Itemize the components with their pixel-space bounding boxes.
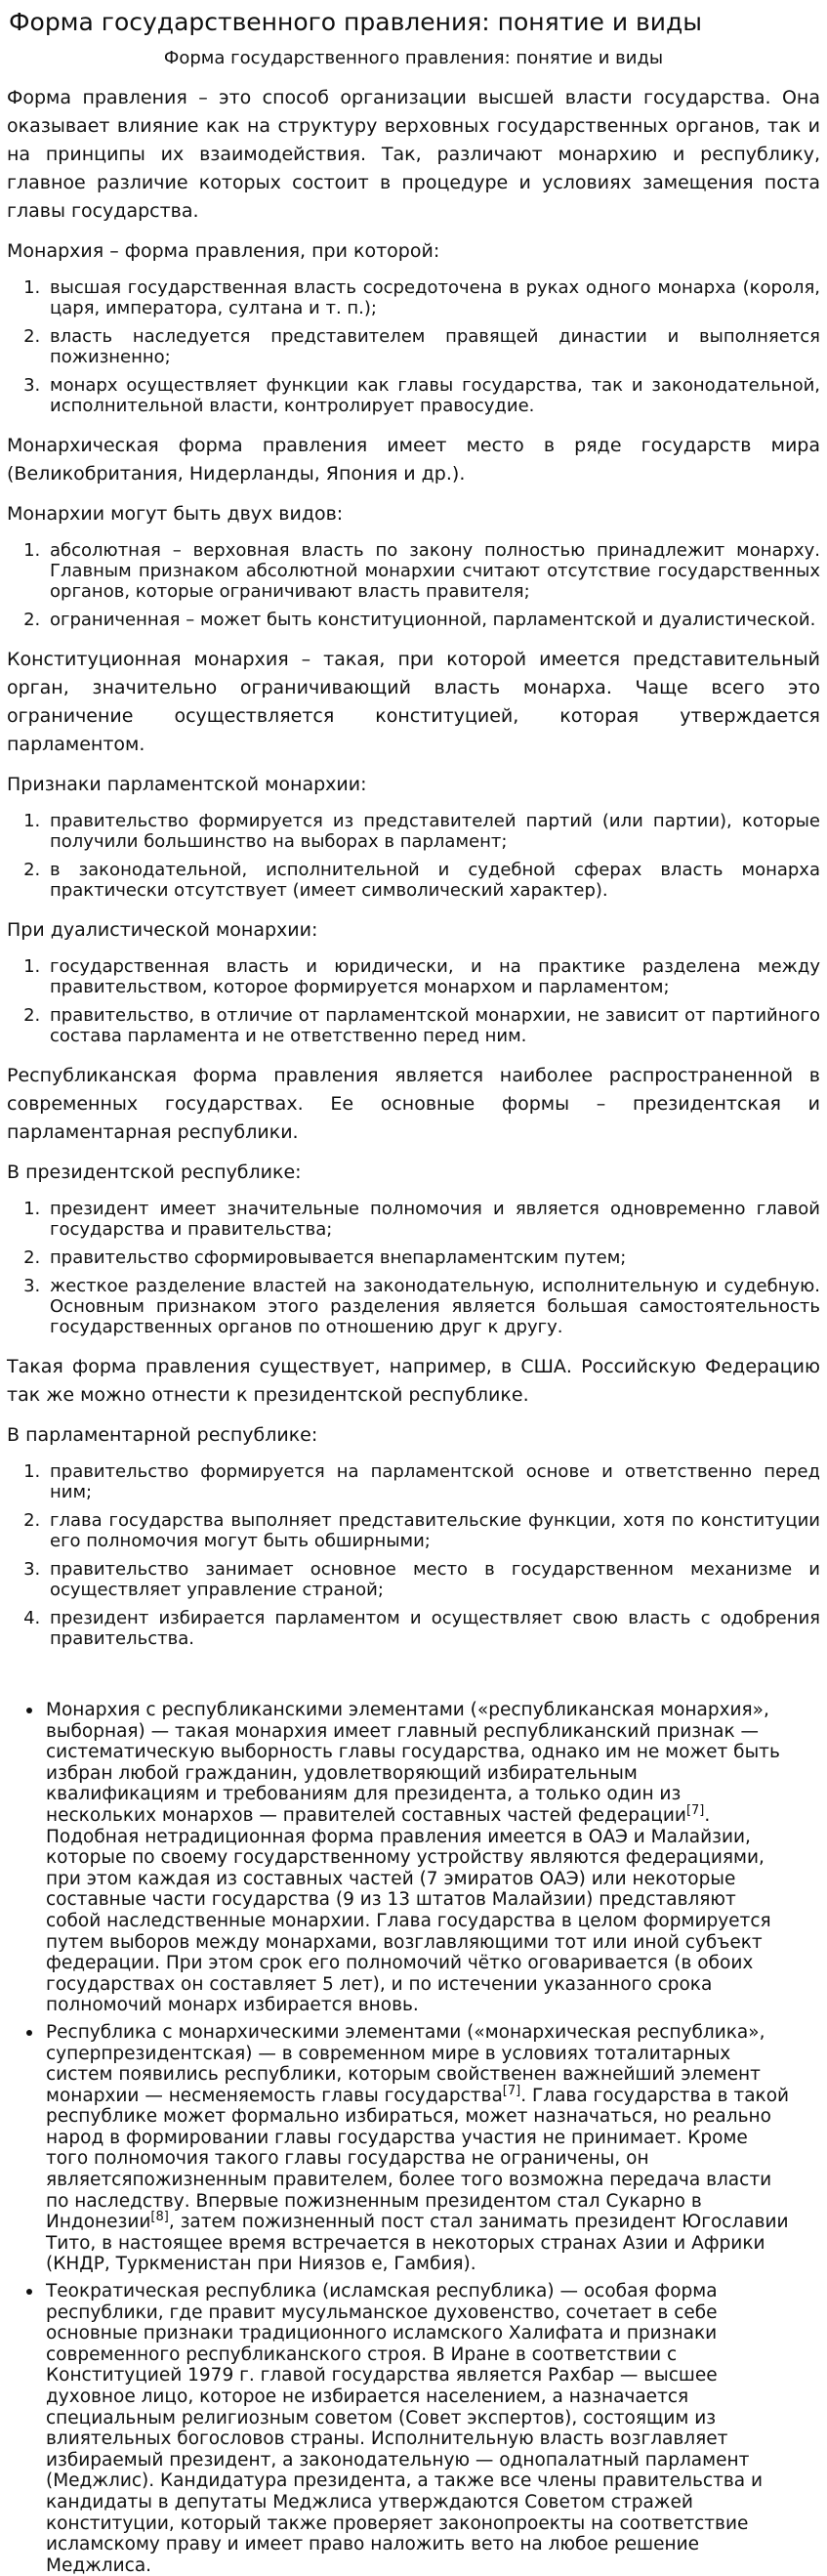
list-item	[46, 2281, 820, 2576]
intro-paragraph: Форма правления – это способ организации высшей власти государства. Она оказывает влияние как на структуру верховных государственных органов, так и на принципы их взаимодействия. Так, различают монархию и республику, главное различие которых состоит в процедуре и условиях замещения поста главы государства.	[7, 87, 820, 222]
mixed-form-text: . Подобная нетрадиционная форма правления имеется в ОАЭ и Малайзии, которые по своему государственному устройству являются федерациями, при этом каждая из составных частей (7 эмиратов ОАЭ) или некоторые составные части государства (9 из 13 штатов Малайзии) представляют собой наследственные монархии. Глава государства в целом формируется путем выборов между монархами, возглавляющими тот или иной субъект федерации. При этом срок его полномочий чётко оговаривается (в обоих государствах он составляет 5 лет), и по истечении указанного срока полномочий монарх избирается вновь.	[46, 1804, 771, 2016]
reference-link[interactable]: [7]	[685, 1802, 705, 1818]
list-item: 2. глава государства выполняет представительские функции, хотя по конституции его полномочия могут быть обширными;	[46, 1510, 820, 1551]
parliamentary-monarchy-list	[7, 811, 820, 901]
page-title: Форма государственного правления: понятие и виды	[9, 8, 703, 36]
list-item: 1. высшая государственная власть сосредоточена в руках одного монарха (короля, царя, императора, султана и т. п.);	[46, 277, 820, 318]
dualistic-list	[7, 956, 820, 1046]
list-item: 3. монарх осуществляет функции как главы государства, так и законодательной, исполнительной власти, контролирует правосудие.	[46, 375, 820, 416]
list-item	[46, 1700, 820, 2016]
list-item: 2. ограниченная – может быть конституционной, парламентской и дуалистической.	[46, 610, 820, 630]
list-item: 3. жесткое разделение властей на законодательную, исполнительную и судебную. Основным признаком этого разделения является большая самостоятельность государственных органов по отношению друг к другу.	[46, 1276, 820, 1337]
list-item: 2. власть наследуется представителем правящей династии и выполняется пожизненно;	[46, 326, 820, 367]
presidential-example-paragraph: Такая форма правления существует, например, в США. Российскую Федерацию так же можно отнести к президентской республике.	[7, 1356, 820, 1406]
list-item: 2. в законодательной, исполнительной и судебной сферах власть монарха практически отсутствует (имеет символический характер).	[46, 860, 820, 901]
mixed-form-text: Монархия с республиканскими элементами («республиканская монархия», выборная) — такая монархия имеет главный республиканский признак — систематическую выборность главы государства, однако им не может быть избран любой гражданин, удовлетворяющий избирательным квалификациям и требованиям для президента, а только один из нескольких монархов — правителей составных частей федерации	[46, 1700, 780, 1826]
presidential-label: В президентской республике:	[7, 1161, 302, 1183]
parliamentary-republic-label: В парламентарной республике:	[7, 1424, 318, 1446]
list-item	[46, 2022, 820, 2275]
monarchy-place-paragraph: Монархическая форма правления имеет место в ряде государств мира (Великобритания, Нидерланды, Япония и др.).	[7, 435, 820, 485]
mixed-form-text: . Глава государства в такой республике может формально избираться, может назначаться, но реально народ в формировании главы государства участия не принимает. Кроме того полномочия такого главы государства не ограничены, он являетсяпожизненным правителем, более того возможна передача власти по наследству. Впервые пожизненным президентом стал Сукарно в Индонезии	[46, 2085, 790, 2233]
monarchy-types-list	[7, 540, 820, 630]
mixed-form-text: Теократическая республика (исламская республика) — особая форма республики, где правит мусульманское духовенство, сочетает в себе основные признаки традиционного исламского Халифата и признаки современного республиканского строя. В Иране в соответствии с Конституцией 1979 г. главой государства является Рахбар — высшее духовное лицо, которое не избирается населением, а назначается специальным религиозным советом (Совет экспертов), состоящим из влиятельных богословов страны. Исполнительную власть возглавляет избираемый президент, а законодательную — однопалатный парламент (Меджлис). Кандидатура президента, а также все члены правительства и кандидаты в депутаты Меджлиса утверждаются Советом стражей конституции, который также проверяет законопроекты на соответствие исламскому праву и имеет право наложить вето на любое решение Меджлиса.	[46, 2281, 764, 2576]
list-item: 1. президент имеет значительные полномочия и является одновременно главой государства и правительства;	[46, 1199, 820, 1240]
list-item: 2. правительство сформировывается внепарламентским путем;	[46, 1247, 820, 1268]
dualistic-label: При дуалистической монархии:	[7, 919, 318, 941]
list-item: 3. правительство занимает основное место в государственном механизме и осуществляет управление страной;	[46, 1559, 820, 1600]
parliamentary-republic-list	[7, 1461, 820, 1649]
mixed-forms-list	[7, 1700, 820, 2576]
presidential-list	[7, 1199, 820, 1337]
monarchy-types-label: Монархии могут быть двух видов:	[7, 503, 344, 525]
republic-intro-paragraph: Республиканская форма правления является наиболее распространенной в современных государствах. Ее основные формы – президентская и парламентарная республики.	[7, 1065, 820, 1143]
parliamentary-monarchy-label: Признаки парламентской монархии:	[7, 774, 367, 795]
list-item: 1. абсолютная – верховная власть по закону полностью принадлежит монарху. Главным признаком абсолютной монархии считают отсутствие государственных органов, которые ограничивают власть правителя;	[46, 540, 820, 602]
constitutional-paragraph: Конституционная монархия – такая, при которой имеется представительный орган, значительно ограничивающий власть монарха. Чаще всего это ограничение осуществляется конституцией, которая утверждается парламентом.	[7, 649, 820, 755]
monarchy-label: Монархия – форма правления, при которой:	[7, 240, 440, 262]
reference-link[interactable]: [8]	[150, 2210, 169, 2225]
list-item: 1. правительство формируется из представителей партий (или партии), которые получили большинство на выборах в парламент;	[46, 811, 820, 852]
list-item: 2. правительство, в отличие от парламентской монархии, не зависит от партийного состава парламента и не ответственно перед ним.	[46, 1005, 820, 1046]
reference-link[interactable]: [7]	[502, 2083, 521, 2098]
list-item: 4. президент избирается парламентом и осуществляет свою власть с одобрения правительства.	[46, 1608, 820, 1649]
mixed-form-text: Республика с монархическими элементами («монархическая республика», суперпрезидентская) — в современном мире в условиях тоталитарных систем появились республики, которым свойственен важнейший элемент монархии — несменяемость главы государства	[46, 2021, 765, 2106]
list-item: 1. государственная власть и юридически, и на практике разделена между правительством, которое формируется монархом и парламентом;	[46, 956, 820, 997]
monarchy-list	[7, 277, 820, 416]
list-item: 1. правительство формируется на парламентской основе и ответственно перед ним;	[46, 1461, 820, 1502]
page-subtitle: Форма государственного правления: понятие и виды	[163, 48, 664, 68]
mixed-form-text: , затем пожизненный пост стал занимать президент Югославии Тито, в настоящее время встречается в некоторых странах Азии и Африки (КНДР, Туркменистан при Ниязов е, Гамбия).	[46, 2212, 789, 2275]
